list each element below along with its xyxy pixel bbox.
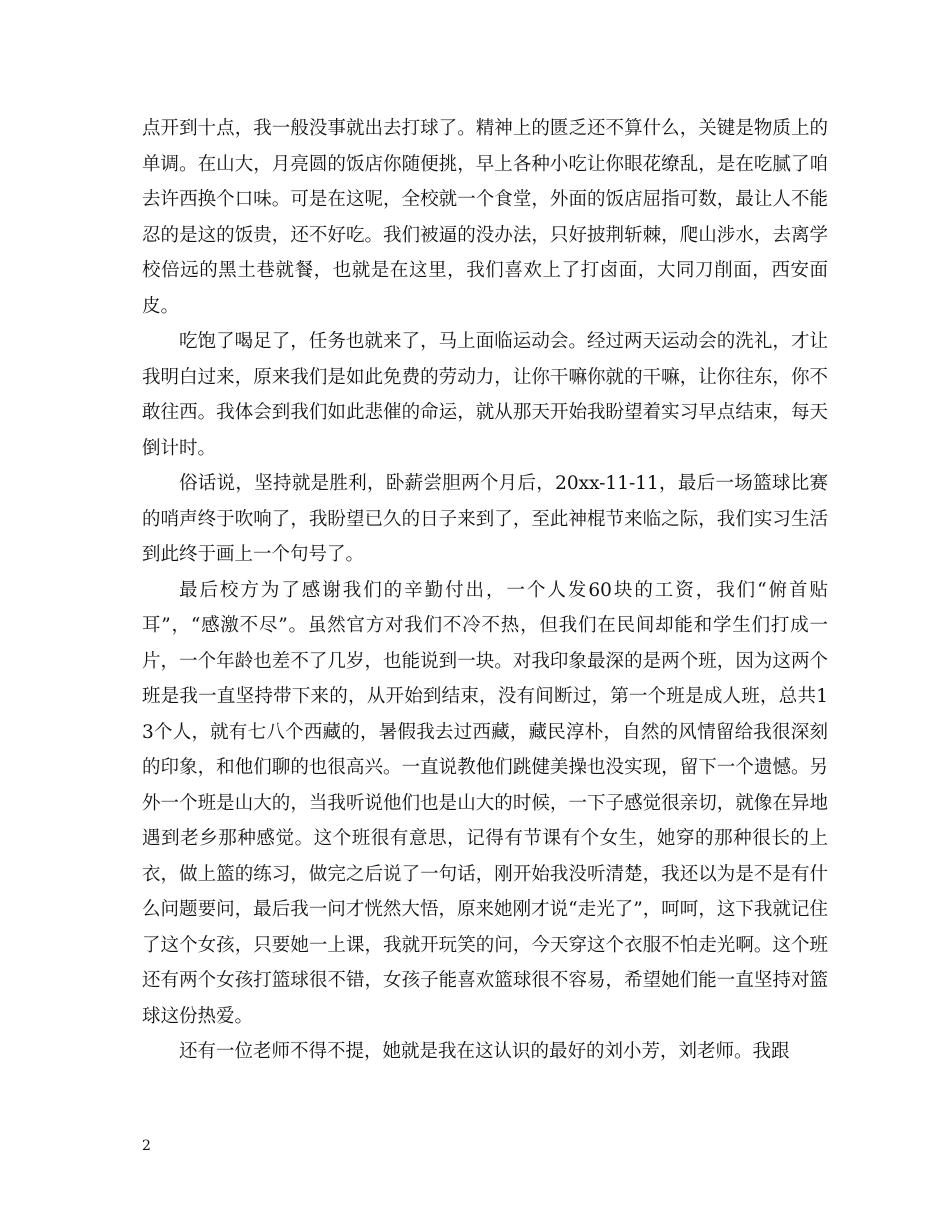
paragraph-2: 吃饱了喝足了，任务也就来了，马上面临运动会。经过两天运动会的洗礼，才让我明白过来，原来我们是如此免费的劳动力，让你干嘛你就的干嘛，让你往东，你不敢往西。我体会到我们如此悲催的命运，就从那天开始我盼望着实习早点结束，每天倒计时。 [142, 331, 828, 459]
paragraph-3: 俗话说，坚持就是胜利，卧薪尝胆两个月后，20xx-11-11，最后一场篮球比赛的哨声终于吹响了，我盼望已久的日子来到了，至此神棍节来临之际，我们实习生活到此终于画上一个句号了。 [142, 473, 828, 565]
page-number: 2 [142, 1138, 151, 1154]
body-text [142, 111, 828, 1070]
paragraph-4: 最后校方为了感谢我们的辛勤付出，一个人发60块的工资，我们“俯首贴耳”，“感激不尽”。虽然官方对我们不冷不热，但我们在民间却能和学生们打成一片，一个年龄也差不了几岁，也能说到一块。对我印象最深的是两个班，因为这两个班是我一直坚持带下来的，从开始到结束，没有间断过，第一个班是成人班，总共13个人，就有七八个西藏的，暑假我去过西藏，藏民淳朴，自然的风情留给我很深刻的印象，和他们聊的也很高兴。一直说教他们跳健美操也没实现，留下一个遗憾。另外一个班是山大的，当我听说他们也是山大的时候，一下子感觉很亲切，就像在异地遇到老乡那种感觉。这个班很有意思，记得有节课有个女生，她穿的那种很长的上衣，做上篮的练习，做完之后说了一句话，刚开始我没听清楚，我还以为是不是有什么问题要问，最后我一问才恍然大悟，原来她刚才说“走光了”，呵呵，这下我就记住了这个女孩，只要她一上课，我就开玩笑的问，今天穿这个衣服不怕走光啊。这个班还有两个女孩打篮球很不错，女孩子能喜欢篮球很不容易，希望她们能一直坚持对篮球这份热爱。 [142, 579, 828, 1027]
paragraph-5: 还有一位老师不得不提，她就是我在这认识的最好的刘小芳，刘老师。我跟 [179, 1041, 790, 1062]
paragraph-1: 点开到十点，我一般没事就出去打球了。精神上的匮乏还不算什么，关键是物质上的单调。在山大，月亮圆的饭店你随便挑，早上各种小吃让你眼花缭乱，是在吃腻了咱去许西换个口味。可是在这呢，全校就一个食堂，外面的饭店屈指可数，最让人不能忍的是这的饭贵，还不好吃。我们被逼的没办法，只好披荆斩棘，爬山涉水，去离学校倍远的黑土巷就餐，也就是在这里，我们喜欢上了打卤面，大同刀削面，西安面皮。 [142, 118, 828, 317]
